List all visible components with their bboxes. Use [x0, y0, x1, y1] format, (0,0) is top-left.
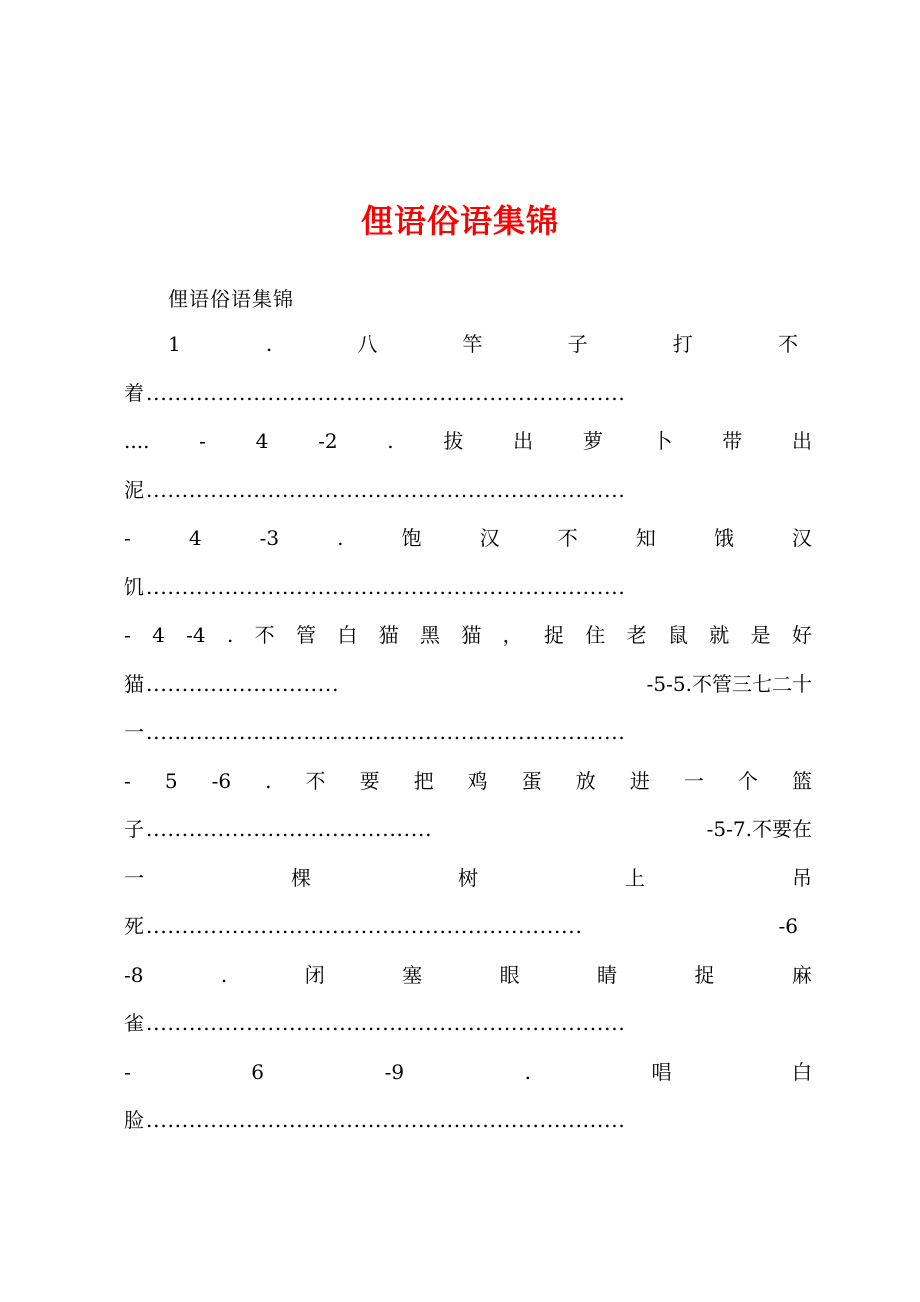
text-token: 好	[791, 623, 812, 647]
text-token: -6	[211, 768, 232, 793]
text-token: 饥	[124, 574, 144, 599]
text-token: 管	[295, 623, 316, 647]
text-token: 不	[692, 671, 712, 696]
text-line	[124, 514, 812, 563]
text-token: -8	[124, 962, 144, 987]
text-token: 不	[305, 768, 326, 793]
text-token: 汉	[791, 526, 812, 550]
text-token: 住	[585, 623, 606, 647]
text-token: 4	[188, 526, 202, 550]
text-token: 1	[168, 332, 181, 356]
text-token: -4	[186, 623, 206, 647]
dot-leader: ...................................................................	[146, 477, 626, 502]
text-token: 白	[337, 623, 358, 647]
text-token: -	[124, 768, 131, 793]
text-token: 卜	[652, 429, 673, 453]
document-subtitle: 俚语俗语集锦	[168, 287, 294, 311]
text-token: 篮	[791, 768, 812, 793]
text-token: .	[524, 1059, 531, 1084]
text-token: 是	[750, 623, 771, 647]
text-token: 不	[777, 332, 798, 356]
text-token: 竿	[462, 332, 483, 356]
text-token: 猫	[124, 671, 144, 696]
text-token: ，	[502, 623, 523, 647]
text-line	[124, 611, 812, 660]
text-token: 4	[152, 623, 165, 647]
text-token: -	[124, 623, 131, 647]
dot-leader: ...................................................................	[146, 1108, 626, 1132]
text-token: 死	[124, 914, 144, 938]
dot-leader: ...........................	[146, 671, 340, 696]
text-token: 老	[626, 623, 647, 647]
dot-leader: .............................................................	[146, 914, 583, 938]
text-token: 把	[413, 768, 434, 793]
text-token: .	[337, 526, 344, 550]
text-token: 打	[672, 332, 693, 356]
text-token: -	[706, 817, 714, 841]
text-token: 饱	[401, 526, 422, 550]
text-token: 出	[791, 429, 812, 453]
text-token: 二	[772, 671, 792, 696]
text-token: .	[220, 962, 228, 987]
text-line	[124, 999, 812, 1048]
text-token: -	[646, 671, 654, 696]
text-token: 着	[124, 380, 144, 405]
text-token: 吊	[792, 865, 812, 890]
text-token: 个	[737, 768, 758, 793]
text-token: -	[124, 1059, 131, 1084]
text-token: -9	[384, 1059, 405, 1084]
text-token: -5	[666, 671, 686, 696]
dot-leader: ...................................................................	[146, 574, 626, 599]
text-token: 要	[359, 768, 380, 793]
text-token: 鸡	[467, 768, 488, 793]
text-token: -3	[259, 526, 280, 550]
text-token: 捉	[543, 623, 564, 647]
text-token: 棵	[291, 865, 311, 890]
text-token: -	[124, 526, 131, 550]
text-token: 一	[124, 865, 144, 890]
text-token: 不	[557, 526, 578, 550]
text-token: 塞	[402, 962, 423, 987]
text-token: 脸	[124, 1108, 144, 1132]
text-token: -	[778, 914, 786, 938]
text-token: 4	[255, 429, 269, 453]
text-token: 七	[752, 671, 772, 696]
text-line	[124, 951, 812, 1000]
text-token: .	[685, 671, 692, 696]
text-token: 上	[625, 865, 645, 890]
text-token: 就	[709, 623, 730, 647]
text-token: 树	[458, 865, 478, 890]
text-token: 萝	[582, 429, 603, 453]
text-token: 拔	[443, 429, 464, 453]
text-line	[124, 1048, 812, 1097]
dot-leader: ...................................................................	[146, 1011, 626, 1035]
text-token: 进	[629, 768, 650, 793]
text-line	[124, 320, 812, 369]
text-token: 鼠	[667, 623, 688, 647]
text-token: 5	[713, 817, 727, 841]
text-line	[124, 466, 812, 515]
text-token: 雀	[124, 1011, 144, 1035]
text-token: 一	[683, 768, 704, 793]
text-token: 出	[513, 429, 534, 453]
text-token: 子	[124, 817, 144, 841]
text-token: 睛	[597, 962, 618, 987]
text-token: 不要在	[752, 817, 812, 841]
text-token: -	[199, 429, 206, 453]
document-body	[124, 320, 812, 1145]
text-token: -7.	[726, 817, 752, 841]
text-line	[124, 660, 812, 709]
text-line	[124, 757, 812, 806]
text-token: 管	[712, 671, 732, 696]
text-token: 饿	[713, 526, 734, 550]
text-token: .	[226, 623, 234, 647]
text-token: 八	[357, 332, 378, 356]
text-token: 麻	[791, 962, 812, 987]
text-token: 不	[254, 623, 275, 647]
text-token: 捉	[694, 962, 715, 987]
dot-leader: ...................................................................	[146, 380, 626, 405]
text-token: ....	[124, 429, 150, 453]
text-token: -2	[318, 429, 338, 453]
text-line	[124, 417, 812, 466]
text-line	[124, 369, 812, 418]
text-token: 一	[124, 720, 144, 744]
text-line	[124, 1096, 812, 1145]
text-token: .	[265, 768, 272, 793]
text-token: 黑	[419, 623, 440, 647]
text-token: 唱	[651, 1059, 672, 1084]
text-token: 5	[164, 768, 178, 793]
text-token: 汉	[479, 526, 500, 550]
text-token: 闭	[304, 962, 325, 987]
text-line	[124, 854, 812, 903]
text-token: .	[387, 429, 394, 453]
document-title: 俚语俗语集锦	[360, 202, 559, 240]
dot-leader: ...................................................................	[146, 720, 626, 744]
text-token: 十	[792, 671, 812, 696]
text-line	[124, 805, 812, 854]
text-token: 猫	[461, 623, 482, 647]
text-token: 6	[251, 1059, 265, 1084]
text-token: 带	[722, 429, 743, 453]
text-token: 三	[732, 671, 752, 696]
text-token: 蛋	[521, 768, 542, 793]
text-token: 白	[792, 1059, 812, 1084]
text-token: 猫	[378, 623, 399, 647]
text-token: 泥	[124, 477, 144, 502]
text-token: .	[265, 332, 273, 356]
text-token: 知	[635, 526, 656, 550]
text-token: 子	[567, 332, 588, 356]
text-token: 5	[653, 671, 667, 696]
dot-leader: ........................................	[146, 817, 433, 841]
text-line	[124, 708, 812, 757]
text-line	[124, 563, 812, 612]
text-token: 6	[785, 914, 798, 938]
text-token: 放	[575, 768, 596, 793]
text-line	[124, 902, 812, 951]
text-token: 眼	[499, 962, 520, 987]
